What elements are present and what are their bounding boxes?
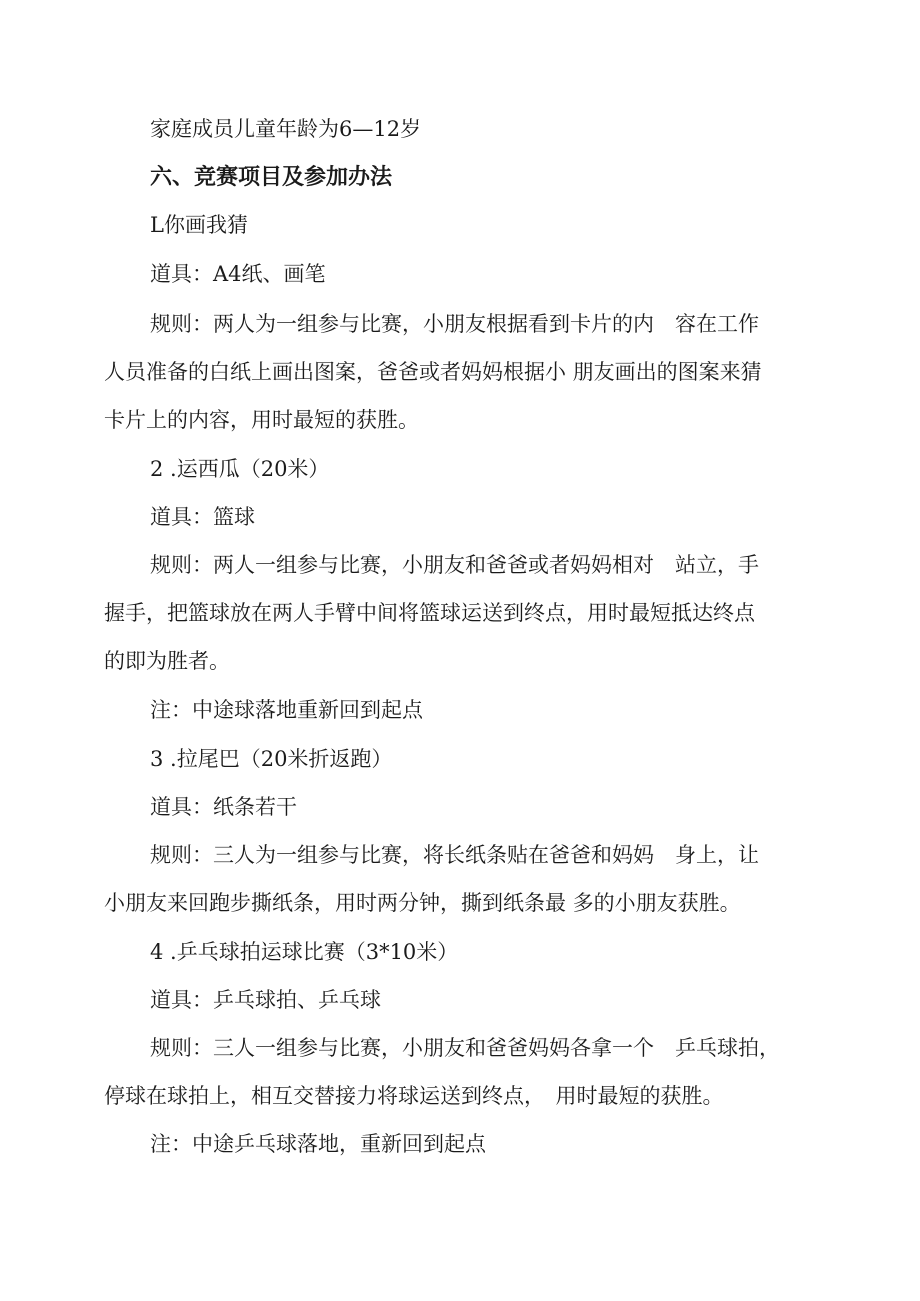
event-1-title: L你画我猜	[150, 213, 248, 237]
event-4-rules-line-2: 停球在球拍上，相互交替接力将球运送到终点， 用时最短的获胜。	[104, 1084, 724, 1108]
event-1-rules-line-3: 卡片上的内容，用时最短的获胜。	[104, 408, 419, 432]
event-3-rules-line-2: 小朋友来回跑步撕纸条，用时两分钟，撕到纸条最 多的小朋友获胜。	[104, 891, 741, 915]
event-3-props: 道具：纸条若干	[150, 795, 297, 819]
section-heading: 六、竞赛项目及参加办法	[150, 165, 393, 190]
event-1-rules-line-1: 规则：两人为一组参与比赛，小朋友根据看到卡片的内 容在工作	[150, 312, 759, 336]
event-2-note: 注：中途球落地重新回到起点	[150, 698, 423, 722]
event-2-title: 2 .运西瓜（20米）	[150, 457, 330, 481]
event-2-rules-line-1: 规则：两人一组参与比赛，小朋友和爸爸或者妈妈相对 站立，手	[150, 553, 759, 577]
participant-age-line: 家庭成员儿童年龄为6—12岁	[150, 117, 422, 141]
event-3-rules-line-1: 规则：三人为一组参与比赛，将长纸条贴在爸爸和妈妈 身上，让	[150, 843, 759, 867]
event-4-rules-line-1: 规则：三人一组参与比赛，小朋友和爸爸妈妈各拿一个 乒乓球拍，	[150, 1036, 780, 1060]
event-1-props: 道具：A4纸、画笔	[150, 262, 326, 286]
event-2-rules-line-2: 握手，把篮球放在两人手臂中间将篮球运送到终点，用时最短抵达终点	[104, 601, 755, 625]
event-2-props: 道具：篮球	[150, 505, 255, 529]
event-2-rules-line-3: 的即为胜者。	[104, 649, 230, 673]
event-1-rules-line-2: 人员准备的白纸上画出图案，爸爸或者妈妈根据小 朋友画出的图案来猜	[104, 360, 762, 384]
event-3-title: 3 .拉尾巴（20米折返跑）	[150, 747, 393, 771]
event-4-note: 注：中途乒乓球落地，重新回到起点	[150, 1132, 486, 1156]
event-4-title: 4 .乒乓球拍运球比赛（3*10米）	[150, 940, 459, 964]
event-4-props: 道具：乒乓球拍、乒乓球	[150, 988, 381, 1012]
